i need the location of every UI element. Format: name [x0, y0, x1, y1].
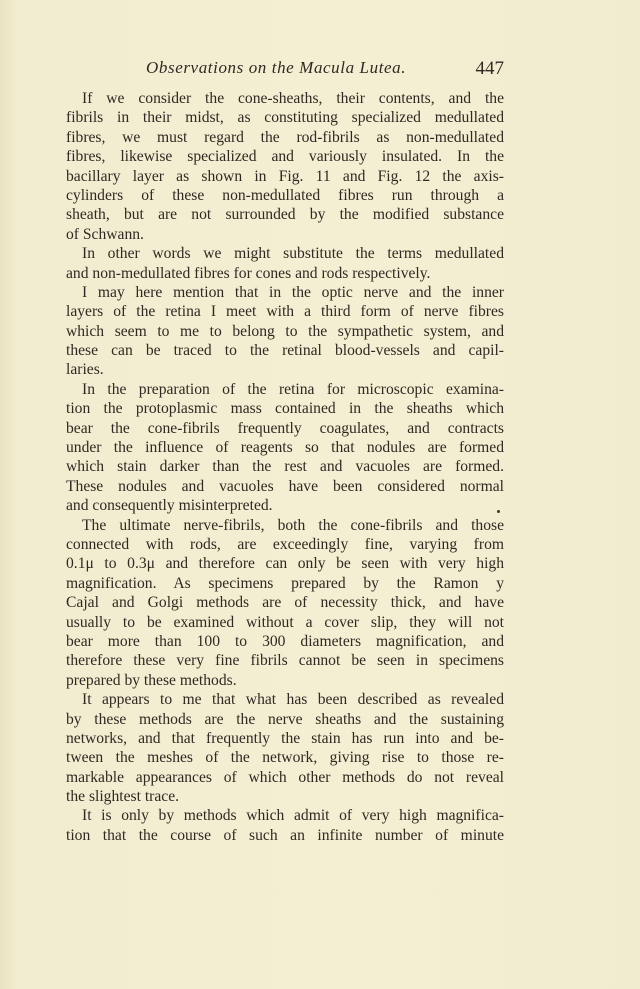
text-line: laries.: [66, 361, 104, 379]
text-line: prepared by these methods.: [66, 671, 237, 689]
text-line: The ultimate nerve-fibrils, both the cone-fibrils and those: [82, 516, 504, 534]
text-line: sheath, but are not surrounded by the modified substance: [66, 206, 504, 224]
text-line: fibrils in their midst, as constituting specialized medullated: [66, 109, 504, 127]
text-line: bear more than 100 to 300 diameters magnification, and: [66, 632, 504, 650]
running-title: Observations on the Macula Lutea.: [146, 58, 407, 77]
printer-mark: [497, 510, 500, 513]
text-line: magnification. As specimens prepared by the Ramon y: [66, 574, 504, 592]
text-line: In other words we might substitute the terms medullated: [82, 245, 504, 263]
text-line: therefore these very fine fibrils cannot be seen in specimens: [66, 652, 504, 670]
text-line: by these methods are the nerve sheaths and the sustaining: [66, 710, 504, 728]
text-line: markable appearances of which other methods do not reveal: [66, 768, 504, 786]
text-line: layers of the retina I meet with a third form of nerve fibres: [66, 303, 504, 321]
text-line: usually to be examined without a cover slip, they will not: [66, 613, 504, 631]
text-line: tion the protoplasmic mass contained in the sheaths which: [66, 400, 504, 418]
text-line: which stain darker than the rest and vacuoles are formed.: [66, 458, 504, 476]
page-number: 447: [475, 58, 504, 79]
text-line: 0.1μ to 0.3μ and therefore can only be seen with very high: [66, 555, 504, 573]
body-text: [66, 89, 504, 845]
text-line: I may here mention that in the optic nerve and the inner: [82, 283, 504, 301]
text-line: these can be traced to the retinal blood-vessels and capil-: [66, 342, 504, 360]
text-line: It appears to me that what has been described as revealed: [82, 691, 504, 709]
text-line: If we consider the cone-sheaths, their contents, and the: [82, 90, 504, 107]
text-line: and consequently misinterpreted.: [66, 497, 273, 515]
text-line: under the influence of reagents so that nodules are formed: [66, 439, 504, 457]
text-line: tween the meshes of the network, giving rise to those re-: [66, 749, 504, 767]
text-line: which seem to me to belong to the sympathetic system, and: [66, 322, 504, 340]
text-line: cylinders of these non-medullated fibres run through a: [66, 186, 504, 204]
text-line: Cajal and Golgi methods are of necessity thick, and have: [66, 594, 504, 612]
text-line: fibres, likewise specialized and variously insulated. In the: [66, 148, 504, 166]
text-line: and non-medullated fibres for cones and rods respectively.: [66, 264, 431, 282]
text-line: It is only by methods which admit of very high magnifica-: [82, 807, 504, 825]
text-line: bacillary layer as shown in Fig. 11 and Fig. 12 the axis-: [66, 167, 504, 185]
text-line: of Schwann.: [66, 225, 144, 243]
text-line: connected with rods, are exceedingly fine, varying from: [66, 535, 504, 553]
text-line: These nodules and vacuoles have been considered normal: [66, 477, 504, 495]
text-line: the slightest trace.: [66, 788, 180, 806]
running-header: [66, 58, 504, 82]
text-line: In the preparation of the retina for microscopic examina-: [82, 380, 504, 398]
text-line: fibres, we must regard the rod-fibrils as non-medullated: [66, 128, 504, 146]
text-line: networks, and that frequently the stain has run into and be-: [66, 729, 504, 747]
text-line: bear the cone-fibrils frequently coagulates, and contracts: [66, 419, 504, 437]
text-line: tion that the course of such an infinite number of minute: [66, 826, 504, 844]
